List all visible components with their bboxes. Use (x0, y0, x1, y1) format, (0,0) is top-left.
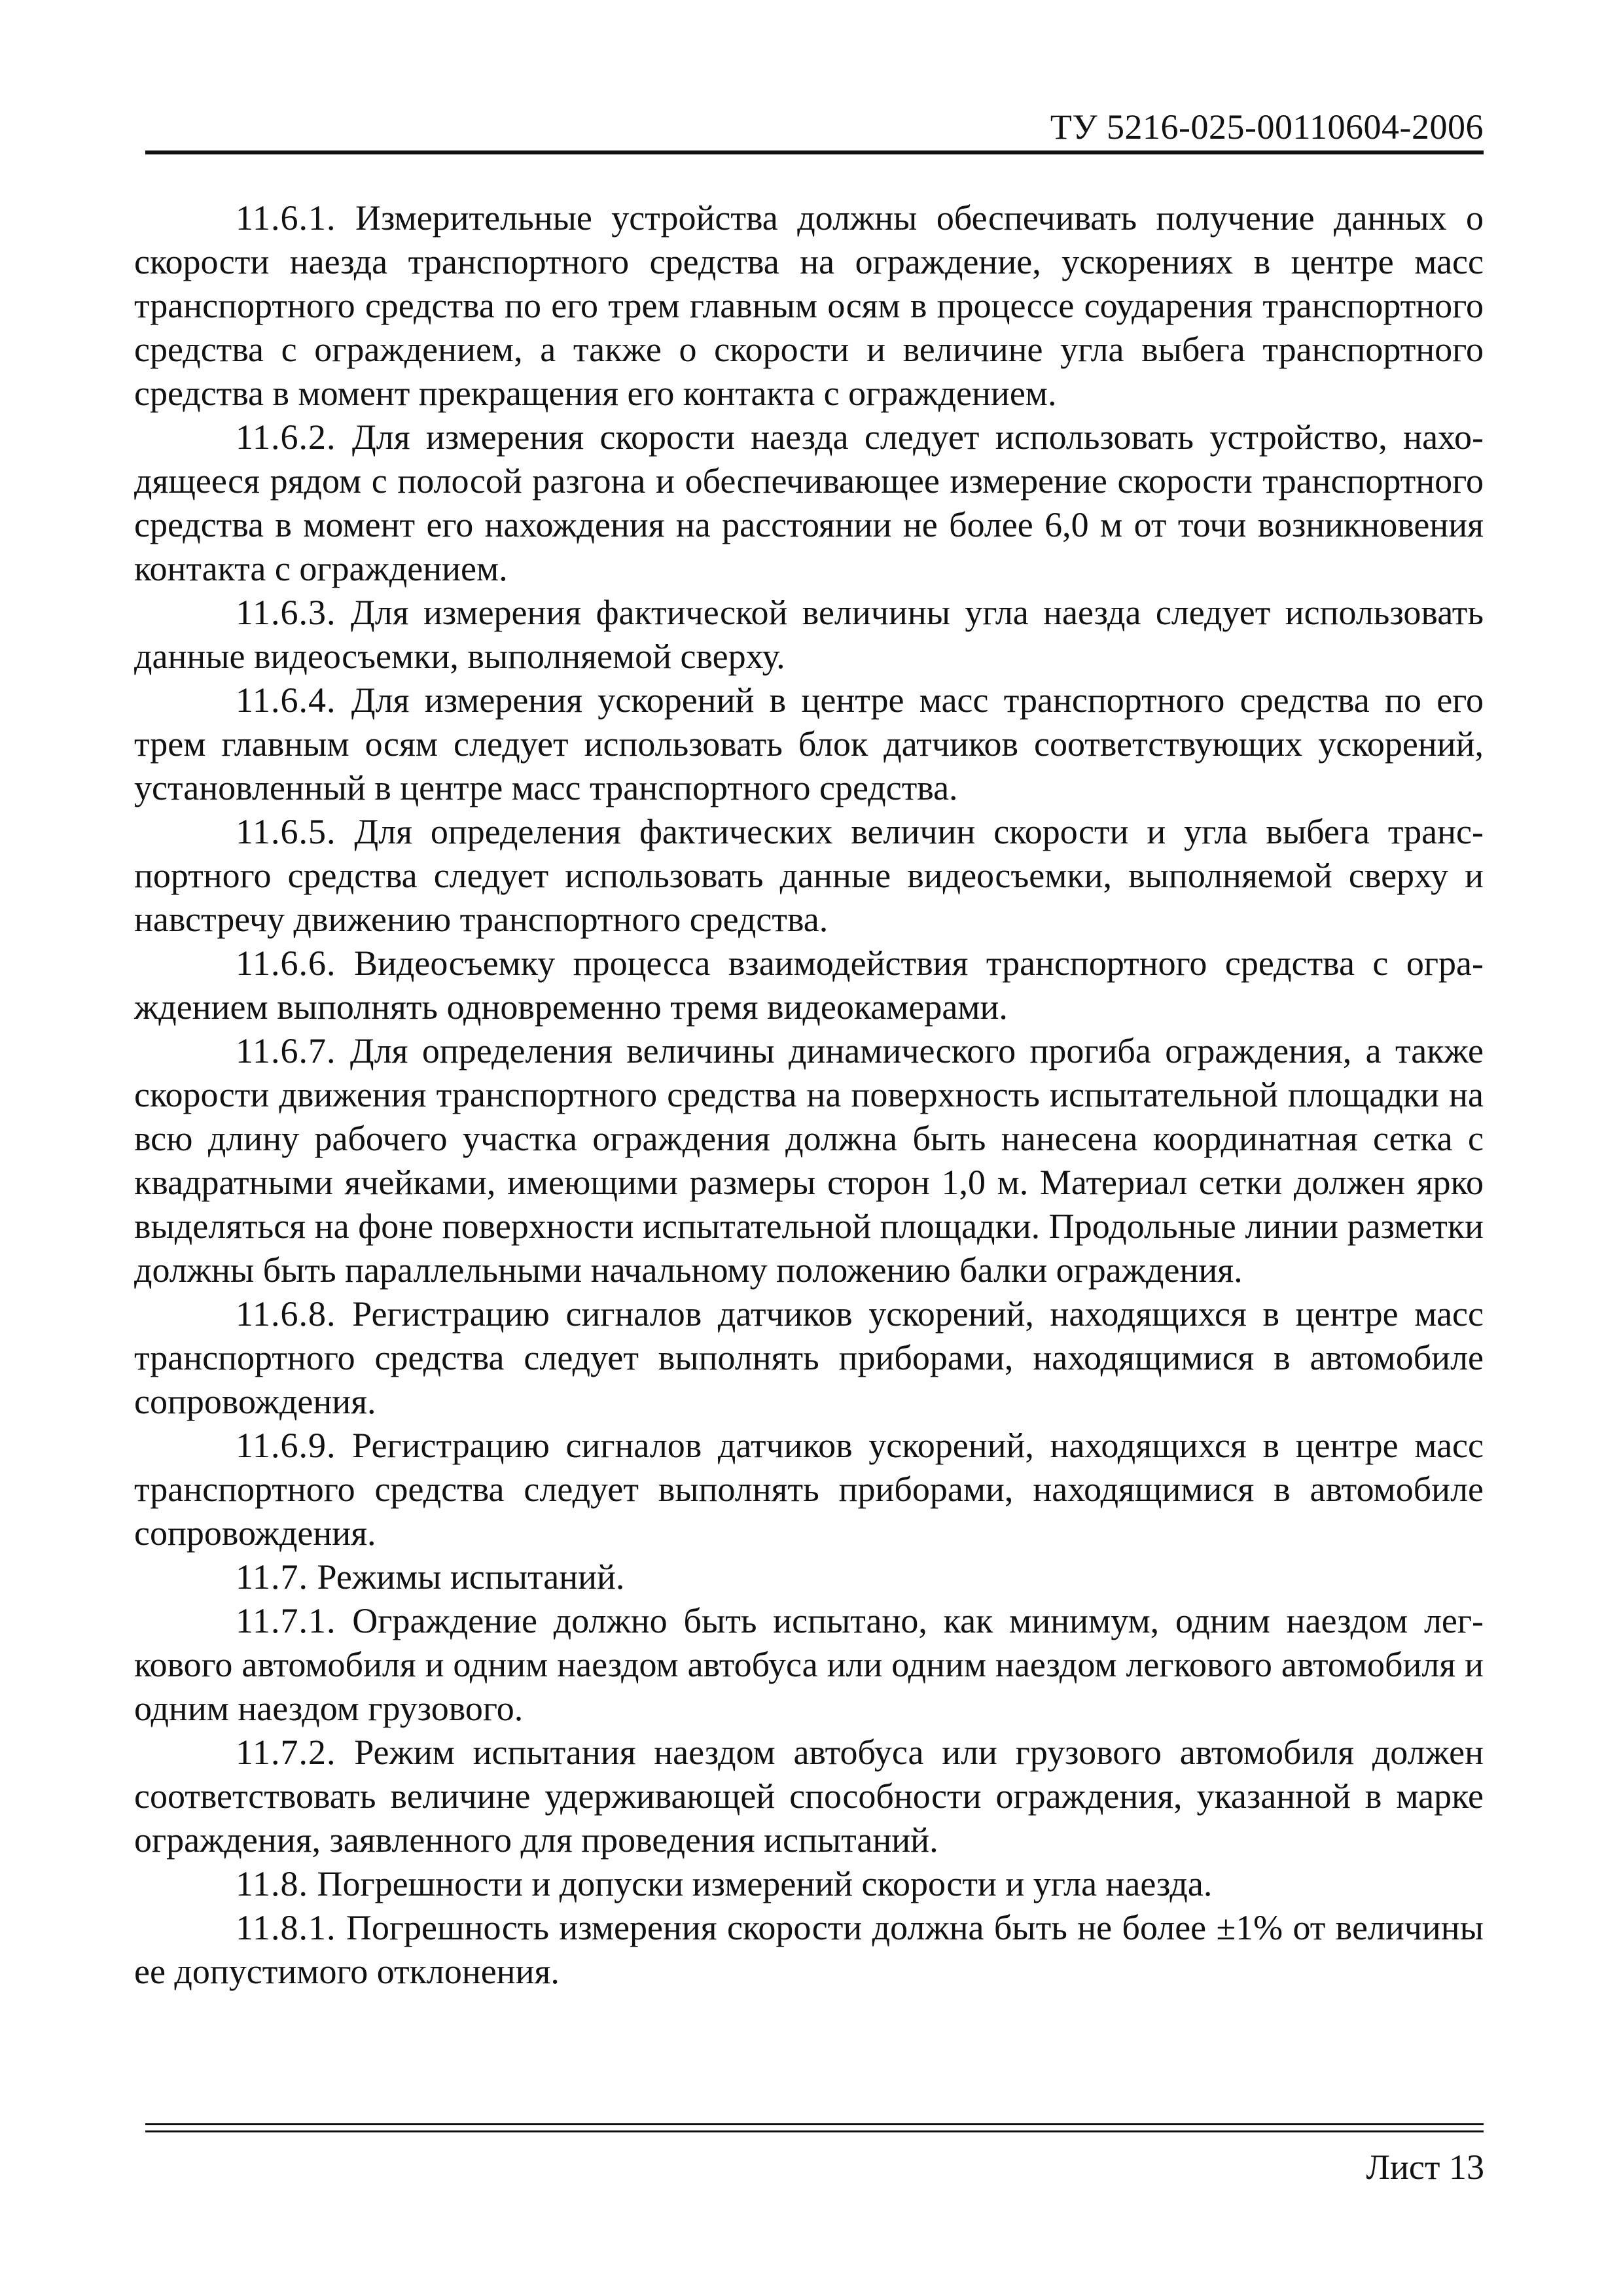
document-code: ТУ 5216-025-00110604-2006 (1050, 107, 1484, 147)
clause-number: 11.7. (236, 1557, 308, 1597)
paragraph-11-6-3 (134, 591, 1484, 679)
clause-number: 11.6.1. (236, 198, 336, 238)
paragraph-11-8-1 (134, 1906, 1484, 1994)
clause-text: Для измерения ускорений в центре масс транспортного средства по его трем главным осям следует использовать блок датчиков соответствующих ускорений, установленный в центре масс транспортного средства. (134, 680, 1484, 807)
paragraph-11-6-7 (134, 1029, 1484, 1292)
clause-text: Для измерения скорости наезда следует использовать устройство, находящееся рядом с полосой разгона и обеспечивающее измерение скорости транспортного средства в момент его нахождения на расстоянии не более 6,0 м от точи возникновения контакта с ограждением. (134, 417, 1484, 588)
clause-number: 11.6.5. (236, 812, 336, 851)
clause-number: 11.7.1. (236, 1601, 336, 1640)
clause-number: 11.6.3. (236, 593, 336, 632)
document-body (134, 196, 1484, 1994)
footer-divider-second (145, 2130, 1484, 2132)
clause-number: 11.8. (236, 1864, 308, 1903)
clause-text: Для определения фактических величин скорости и угла выбега транспортного средства следует использовать данные видеосъемки, выполняемой сверху и навстречу движению транспортного средства. (134, 812, 1484, 939)
paragraph-11-6-8 (134, 1292, 1484, 1424)
clause-text: Ограждение должно быть испытано, как минимум, одним наездом легкового автомобиля и одним наездом автобуса или одним наездом легкового автомобиля и одним наездом грузового. (134, 1601, 1484, 1728)
clause-number: 11.6.9. (236, 1426, 336, 1465)
clause-text: Измерительные устройства должны обеспечивать получение данных о скорости наезда транспортного средства на ограждение, ускорениях в центре масс транспортного средства по его трем главным осям в процессе соударения транспортного средства с ограждением, а также о скорости и величине угла выбега транспортного средства в момент прекращения его контакта с ограждением. (134, 198, 1484, 413)
clause-text: Для измерения фактической величины угла наезда следует использовать данные видеосъемки, выполняемой сверху. (134, 593, 1484, 676)
paragraph-11-8 (134, 1862, 1484, 1906)
clause-text: Погрешности и допуски измерений скорости и угла наезда. (308, 1864, 1213, 1903)
clause-text: Регистрацию сигналов датчиков ускорений, находящихся в центре масс транспортного средства следует выполнять приборами, находящимися в автомобиле сопровождения. (134, 1294, 1484, 1421)
sheet-number: Лист 13 (1366, 2147, 1484, 2187)
paragraph-11-6-4 (134, 679, 1484, 810)
clause-text: Режимы испытаний. (308, 1557, 625, 1597)
paragraph-11-7-2 (134, 1731, 1484, 1862)
clause-number: 11.6.2. (236, 417, 336, 457)
clause-text: Для определения величины динамического прогиба ограждения, а также скорости движения транспортного средства на поверхность испытательной площадки на всю длину рабочего участка ограждения должна быть нанесена координатная сетка с квадратными ячейками, имеющими размеры сторон 1,0 м. Материал сетки должен ярко выделяться на фоне поверхности испытательной площадки. Продольные линии разметки должны быть параллельными начальному положению балки ограждения. (134, 1031, 1484, 1290)
clause-number: 11.6.7. (236, 1031, 336, 1070)
clause-number: 11.8.1. (236, 1908, 336, 1947)
clause-text: Погрешность измерения скорости должна быть не более ±1% от величины ее допустимого отклонения. (134, 1908, 1484, 1991)
paragraph-11-7-1 (134, 1599, 1484, 1731)
page-header (145, 105, 1484, 154)
clause-number: 11.6.8. (236, 1294, 336, 1333)
footer-divider (145, 2123, 1484, 2125)
paragraph-11-7 (134, 1555, 1484, 1599)
clause-text: Видеосъемку процесса взаимодействия транспортного средства с ограждением выполнять одновременно тремя видеокамерами. (134, 944, 1484, 1027)
paragraph-11-6-6 (134, 942, 1484, 1029)
clause-text: Регистрацию сигналов датчиков ускорений, находящихся в центре масс транспортного средства следует выполнять приборами, находящимися в автомобиле сопровождения. (134, 1426, 1484, 1553)
clause-number: 11.6.4. (236, 680, 336, 720)
paragraph-11-6-9 (134, 1424, 1484, 1555)
paragraph-11-6-1 (134, 196, 1484, 415)
paragraph-11-6-5 (134, 810, 1484, 942)
clause-number: 11.7.2. (236, 1733, 336, 1772)
clause-text: Режим испытания наездом автобуса или грузового автомобиля должен соответствовать величине удерживающей способности ограждения, указанной в марке ограждения, заявленного для проведения испытаний. (134, 1733, 1484, 1860)
paragraph-11-6-2 (134, 415, 1484, 591)
clause-number: 11.6.6. (236, 944, 336, 983)
